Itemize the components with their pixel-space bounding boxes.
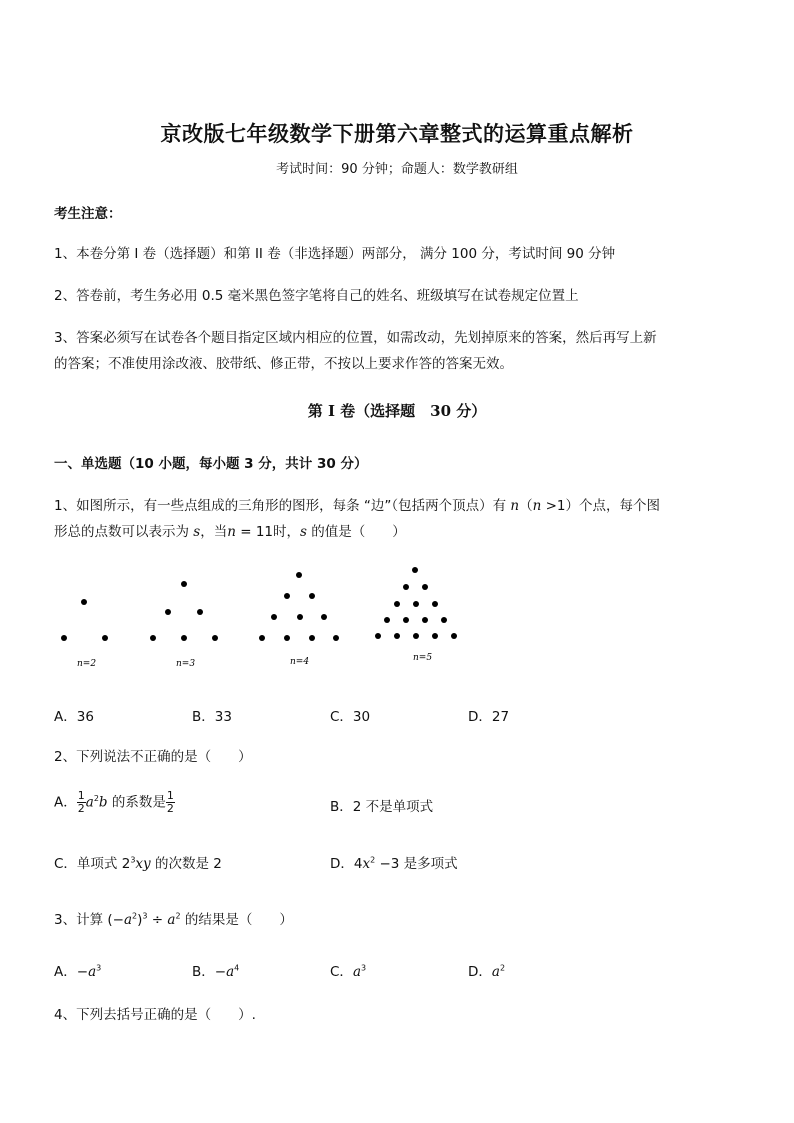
triangle-n5 <box>375 567 457 639</box>
fraction: $\frac{1}{2}$ <box>166 789 174 815</box>
dot <box>422 617 428 623</box>
part-title: 一、单选题（10 小题，每小题 3 分，共计 30 分） <box>54 456 368 472</box>
dot <box>413 601 419 607</box>
dot <box>384 617 390 623</box>
q2-option-c[interactable]: C．单项式 $2^3xy$ 的次数是 2 <box>54 855 222 872</box>
dot <box>403 584 409 590</box>
q2-option-b[interactable]: B．2 不是单项式 <box>330 799 434 815</box>
dot <box>102 635 108 641</box>
page-title: 京改版七年级数学下册第六章整式的运算重点解析 <box>160 121 634 146</box>
dot <box>441 617 447 623</box>
dot <box>309 593 315 599</box>
figure-label-n5: n=5 <box>413 653 433 663</box>
dot <box>297 614 303 620</box>
dot <box>181 581 187 587</box>
dot <box>375 633 381 639</box>
q2-option-d[interactable]: D．$4x^2 -3$ 是多项式 <box>330 855 458 872</box>
dot <box>321 614 327 620</box>
triangle-n2 <box>61 599 108 641</box>
dot <box>284 593 290 599</box>
q1-stem-line2: 形总的点数可以表示为 s，当n = 11时，s 的值是（ ） <box>54 524 406 540</box>
figure-label-n3: n=3 <box>176 659 196 669</box>
q4-stem: 4、下列去括号正确的是（ ）. <box>54 1007 256 1023</box>
dot <box>284 635 290 641</box>
dot <box>150 635 156 641</box>
q1-option-d[interactable]: D．27 <box>468 709 510 725</box>
dot <box>81 599 87 605</box>
q1-option-b[interactable]: B．33 <box>192 709 232 725</box>
fraction: $\frac{1}{2}$ <box>77 789 85 815</box>
triangle-n4 <box>259 572 339 641</box>
dot <box>259 635 265 641</box>
dot <box>394 633 400 639</box>
notice-heading: 考生注意： <box>54 206 122 222</box>
section-title: 第 I 卷（选择题 30 分） <box>307 402 487 420</box>
q1-option-a[interactable]: A．36 <box>54 709 94 725</box>
dot-triangle-figure <box>50 560 470 675</box>
notice-item-2: 2、答卷前，考生务必用 0.5 毫米黑色签字笔将自己的姓名、班级填写在试卷规定位置上 <box>54 288 579 304</box>
dot <box>403 617 409 623</box>
q3-option-c[interactable]: C．$a^3$ <box>330 963 367 980</box>
notice-item-3-cont: 的答案；不准使用涂改液、胶带纸、修正带，不按以上要求作答的答案无效。 <box>54 356 513 372</box>
dot <box>212 635 218 641</box>
q1-option-c[interactable]: C．30 <box>330 709 371 725</box>
triangle-n3 <box>150 581 218 641</box>
figure-label-n4: n=4 <box>290 657 310 667</box>
dot <box>181 635 187 641</box>
dot <box>432 601 438 607</box>
q2-stem: 2、下列说法不正确的是（ ） <box>54 749 252 765</box>
q1-stem-line1: 1、如图所示，有一些点组成的三角形的图形，每条 “边”（包括两个顶点）有 n（n >1）个点，每个图 <box>54 498 661 514</box>
dot <box>61 635 67 641</box>
q3-option-b[interactable]: B．$-a^4$ <box>192 963 240 980</box>
q3-option-a[interactable]: A．$-a^3$ <box>54 963 102 980</box>
dot <box>165 609 171 615</box>
dot <box>333 635 339 641</box>
dot <box>296 572 302 578</box>
dot <box>432 633 438 639</box>
notice-item-1: 1、本卷分第 I 卷（选择题）和第 II 卷（非选择题）两部分， 满分 100 分，考试时间 90 分钟 <box>54 246 616 262</box>
dot <box>309 635 315 641</box>
dot <box>271 614 277 620</box>
q2-option-a[interactable]: A． $\frac{1}{2}$ $a^2b$ 的系数是 $\frac{1}{2}$ <box>54 789 174 815</box>
exam-info: 考试时间：90 分钟；命题人：数学教研组 <box>276 162 518 177</box>
q3-option-d[interactable]: D．$a^2$ <box>468 963 506 980</box>
dot <box>422 584 428 590</box>
q3-stem: 3、计算 $(-a^2)^3 \div a^2$ 的结果是（ ） <box>54 911 293 928</box>
dot <box>394 601 400 607</box>
dot <box>412 567 418 573</box>
figure-label-n2: n=2 <box>77 659 97 669</box>
notice-item-3: 3、答案必须写在试卷各个题目指定区域内相应的位置，如需改动，先划掉原来的答案，然后再写上新 <box>54 330 657 346</box>
dot <box>451 633 457 639</box>
dot <box>197 609 203 615</box>
dot <box>413 633 419 639</box>
